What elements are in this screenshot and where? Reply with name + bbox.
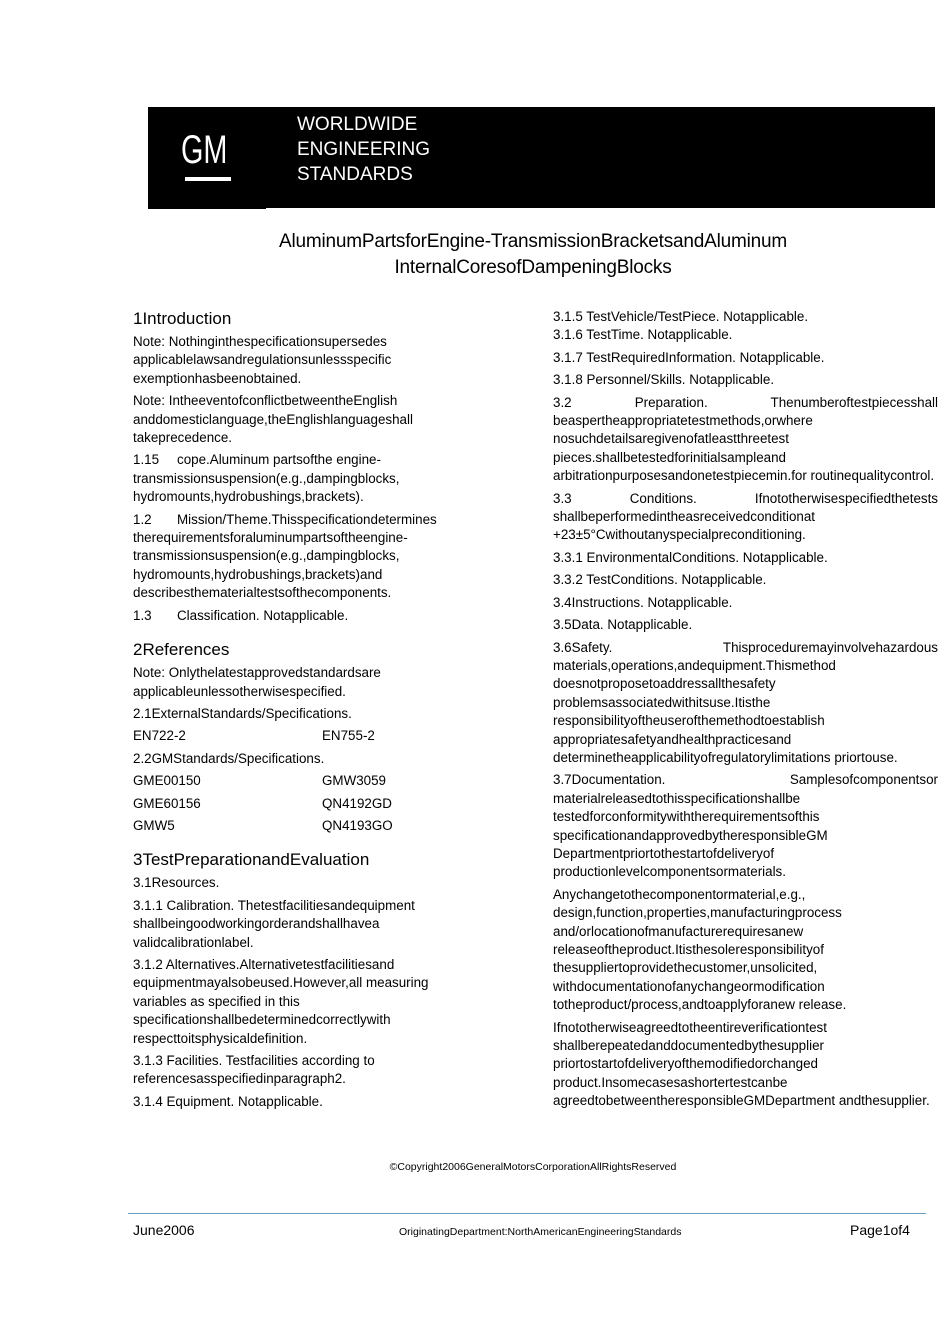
- verification-paragraph: Ifnototherwiseagreedtotheentireverificationtest shallberepeatedanddocumentedbythesupplier priortostartofdeliveryofthemodifiedorchanged product.Insomecasesashortertestcanbe agreedtobetweentheresponsibleGMDepartment andthesupplier.: [553, 1019, 930, 1109]
- gm-logo-underline: [185, 177, 231, 181]
- clause-text: beaspertheappropriatetestmethods,orwhere nosuchdetailsaregivenofatleastthreetest pieces.shallbetestedforinitialsampleand arbitrationpurposesandonetestpiecemin.for routinequalitycontrol.: [553, 413, 935, 484]
- clause-first-line: 3.7Documentation. Samplesofcomponentsor: [553, 772, 938, 788]
- standard-ref: QN4193GO: [322, 817, 393, 833]
- header-banner: [148, 107, 935, 208]
- standard-ref: GME60156: [133, 795, 201, 811]
- right-column: [553, 308, 938, 1115]
- clause-text: shallbeperformedintheasreceivedconditionat +23±5°Cwithoutanyspecialpreconditioning.: [553, 509, 816, 543]
- clause-first-line: 3.3 Conditions. Ifnototherwisespecifiedthetests: [553, 490, 938, 506]
- scope-paragraph: [133, 451, 478, 506]
- footer-department: OriginatingDepartment:NorthAmericanEngineeringStandards: [399, 1226, 682, 1238]
- standard-ref: GMW5: [133, 817, 175, 833]
- clause-number: 1.15: [133, 452, 160, 468]
- clause-text: Classification. Notapplicable.: [177, 607, 349, 623]
- standards-row: [133, 772, 478, 790]
- standard-ref: EN755-2: [322, 728, 375, 744]
- clause-text: materialreleasedtothisspecificationshallbe testedforconformitywiththerequirementsofthis specificationandapprovedbytheresponsibleGM Departmentpriortothestartofdeliveryof productionlevelcomponentsormaterials.: [553, 790, 828, 880]
- document-title-line: AluminumPartsforEngine-TransmissionBracketsandAluminum: [278, 231, 788, 252]
- documentation-paragraph: [553, 771, 938, 881]
- preparation-paragraph: [553, 394, 938, 486]
- footer-date: June2006: [133, 1222, 195, 1238]
- subsection-heading: 3.1Resources.: [133, 875, 220, 891]
- footer-page-number: Page1of4: [850, 1222, 910, 1238]
- clause-paragraph: 3.1.4 Equipment. Notapplicable.: [133, 1093, 323, 1109]
- note-paragraph: Note: Onlythelatestapprovedstandardsare applicableunlessotherwisespecified.: [133, 665, 381, 699]
- standard-ref: QN4192GD: [322, 795, 392, 811]
- gm-logo: [181, 128, 233, 182]
- clause-number: 1.3: [133, 607, 152, 623]
- clause-text: Mission/Theme.Thisspecificationdetermines therequirementsforaluminumpartsoftheengine-transmissionsuspension(e.g.,dampingblocks, hydromounts,hydrobushings,brackets)and describesthematerialtestsofthecomponents.: [133, 511, 437, 601]
- standard-ref: EN722-2: [133, 728, 186, 744]
- clause-paragraph: 3.1.8 Personnel/Skills. Notapplicable.: [553, 372, 775, 388]
- change-paragraph: Anychangetothecomponentormaterial,e.g., design,function,properties,manufacturingprocess and/orlocationofmanufacturerequiresanew releaseoftheproduct.Itisthesoleresponsibilityof thesuppliertoprovidethecustomer,unsolicited, withdocumentationofanychangeormodification totheproduct/process,andtoapplyforanew release.: [553, 886, 847, 1013]
- standards-row: [133, 795, 478, 813]
- clause-paragraph: 3.1.7 TestRequiredInformation. Notapplicable.: [553, 349, 825, 365]
- standards-row: [133, 817, 478, 835]
- clause-paragraph: 3.1.1 Calibration. Thetestfacilitiesandequipment shallbeingoodworkingorderandshallhavea validcalibrationlabel.: [133, 897, 415, 950]
- left-column: [133, 308, 478, 1115]
- subsection-heading: 2.2GMStandards/Specifications.: [133, 750, 325, 766]
- clause-first-line: 3.2 Preparation. Thenumberoftestpiecesshall: [553, 394, 938, 410]
- clause-number: 1.2: [133, 511, 152, 527]
- standards-title-line: ENGINEERING: [297, 139, 431, 160]
- clause-paragraph: 3.1.3 Facilities. Testfacilities according to referencesasspecifiedinparagraph2.: [133, 1053, 375, 1087]
- clause-paragraph: 3.5Data. Notapplicable.: [553, 617, 693, 633]
- section-heading-test-preparation: 3TestPreparationandEvaluation: [133, 850, 370, 870]
- standards-title-line: STANDARDS: [297, 164, 413, 185]
- clause-paragraph: 3.4Instructions. Notapplicable.: [553, 594, 733, 610]
- safety-paragraph: [553, 639, 938, 768]
- document-title: [150, 229, 916, 281]
- section-heading-references: 2References: [133, 640, 230, 660]
- clause-paragraph: 3.1.6 TestTime. Notapplicable.: [553, 327, 733, 343]
- header-banner-notch: [148, 204, 266, 209]
- clause-first-line: 3.6Safety. Thisproceduremayinvolvehazardous: [553, 639, 938, 655]
- document-title-line: InternalCoresofDampeningBlocks: [394, 257, 672, 278]
- classification-paragraph: [133, 607, 478, 625]
- subsection-heading: 2.1ExternalStandards/Specifications.: [133, 705, 352, 721]
- copyright-notice: ©Copyright2006GeneralMotorsCorporationAllRightsReserved: [389, 1161, 677, 1173]
- standards-row: [133, 727, 478, 745]
- footer-divider: [128, 1213, 926, 1214]
- note-paragraph: Note: IntheeventofconflictbetweentheEnglish anddomesticlanguage,theEnglishlanguageshall takeprecedence.: [133, 393, 413, 446]
- standards-title: [297, 112, 430, 187]
- gm-logo-text: GM: [181, 128, 228, 172]
- clause-paragraph: 3.1.2 Alternatives.Alternativetestfacilitiesand equipmentmayalsobeused.However,all measuring variables as specified in this specificationshallbedeterminedcorrectlywith respecttoitsphysicaldefinition.: [133, 956, 429, 1046]
- clause-paragraph: 3.1.5 TestVehicle/TestPiece. Notapplicable.: [553, 309, 809, 324]
- standard-ref: GME00150: [133, 773, 201, 789]
- clause-paragraph: 3.3.2 TestConditions. Notapplicable.: [553, 572, 767, 588]
- section-heading-introduction: 1Introduction: [133, 309, 232, 328]
- standard-ref: GMW3059: [322, 773, 386, 789]
- mission-paragraph: [133, 511, 478, 603]
- note-paragraph: Note: Nothinginthespecificationsupersedes applicablelawsandregulationsunlessspecific exemptionhasbeenobtained.: [133, 334, 392, 386]
- conditions-paragraph: [553, 490, 938, 545]
- clause-paragraph: 3.3.1 EnvironmentalConditions. Notapplicable.: [553, 549, 828, 565]
- clause-text: cope.Aluminum partsofthe engine-transmissionsuspension(e.g.,dampingblocks, hydromounts,hydrobushings,brackets).: [133, 452, 400, 505]
- clause-text: materials,operations,andequipment.Thismethod doesnotproposetoaddressallthesafety problemsassociatedwithitsuse.Itisthe responsibilityoftheuserofthemethodtoestablish appropriatesafetyandhealthpracticesand determinetheapplicabilityofregulatorylimitations priortouse.: [553, 657, 898, 765]
- standards-title-line: WORLDWIDE: [297, 114, 418, 135]
